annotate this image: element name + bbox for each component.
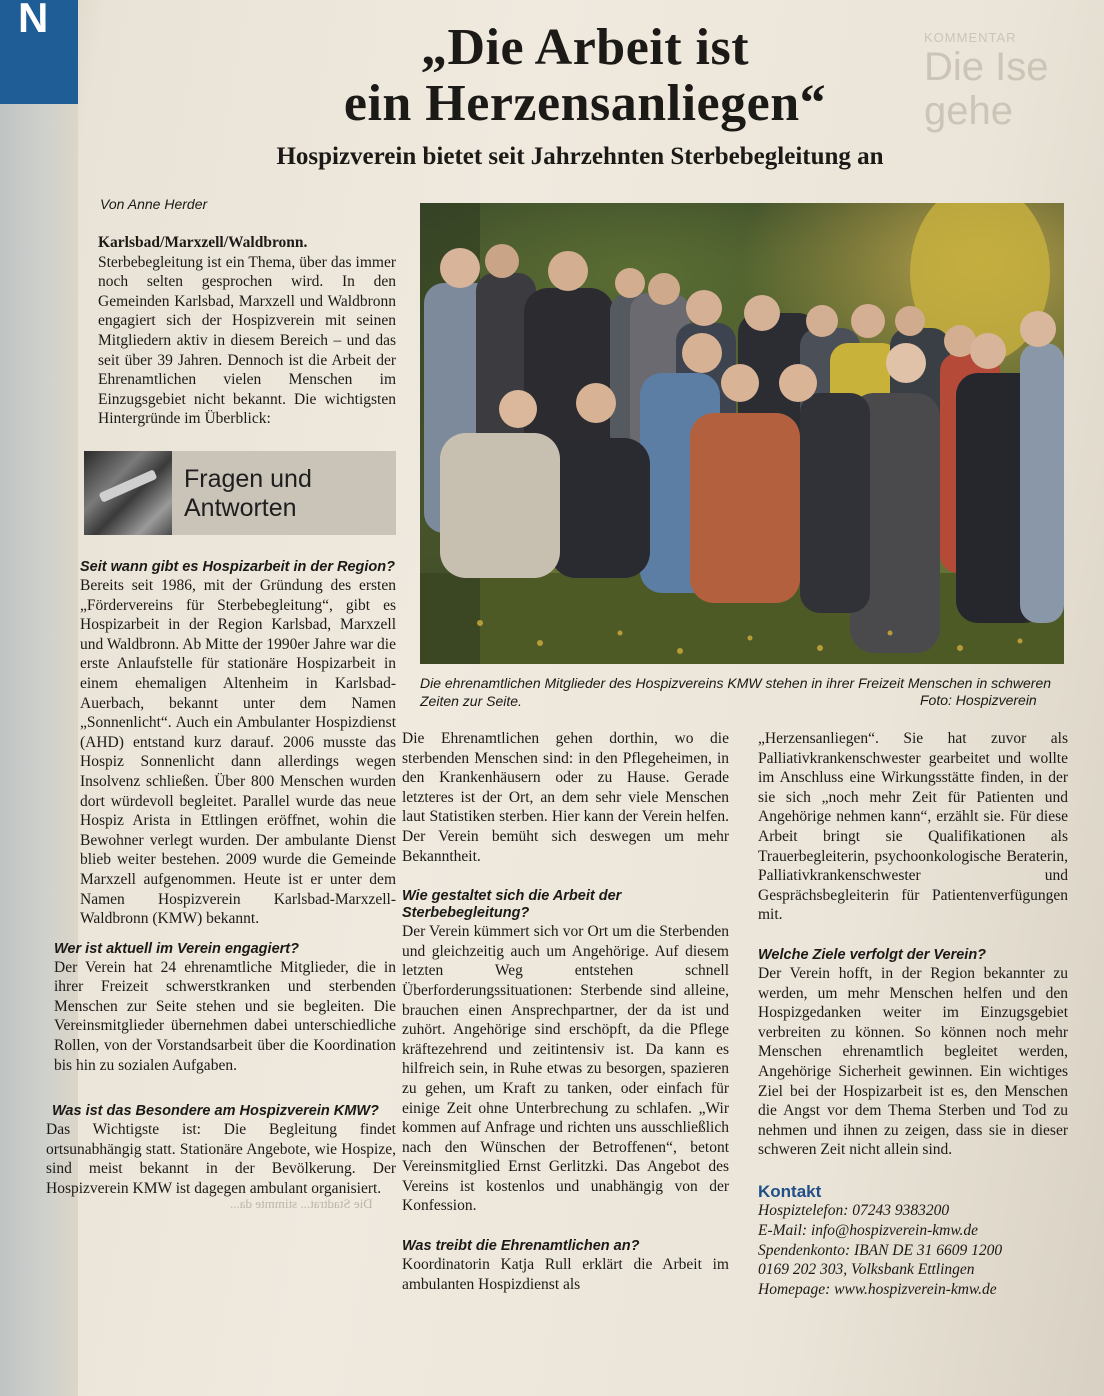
column-2	[402, 729, 729, 1294]
photo-credit: Foto: Hospizverein	[920, 692, 1037, 708]
bleed-through-label: KOMMENTAR	[924, 30, 1017, 45]
question-heading: Was treibt die Ehrenamtlichen an?	[402, 1238, 640, 1255]
group-photo-illustration	[420, 203, 1064, 664]
byline: Von Anne Herder	[100, 196, 208, 212]
answer-paragraph: Koordinatorin Katja Rull erklärt die Arbeit im ambulanten Hospizdienst als	[402, 1256, 729, 1293]
article-headline	[200, 20, 970, 132]
adjacent-page-letter: N	[18, 0, 49, 41]
column-1	[46, 547, 396, 1199]
body-paragraph: Die Ehrenamtlichen gehen dorthin, wo die sterbenden Menschen sind: in den Pflegeheimen, in den Krankenhäusern oder zu Hause. Gerade letzteres ist der Ort, an dem sehr viele Menschen laut Statistiken sterben. Hier kann der Verein helfen. Der Verein bemüht sich deswegen um mehr Bekanntheit.	[402, 730, 729, 865]
bleed-through-text: Die Stadtrat... stimmte da...	[230, 1196, 373, 1211]
contact-homepage: Homepage: www.hospizverein-kmw.de	[758, 1280, 997, 1298]
body-paragraph: „Herzensanliegen“. Sie hat zuvor als Palliativkrankenschwester gearbeitet und wollte im Anschluss eine Wirkungsstätte finden, in der sie sich „noch mehr Zeit für Patienten und Angehörige nehmen kann“, erzählt sie. Für diese Arbeit bringt sie Qualifikationen als Trauerbegleiterin, psychoonkologische Beraterin, Palliativkrankenschwester und Gesprächsbegleiterin für Patientenverfügungen mit.	[758, 730, 1068, 924]
faq-title	[84, 451, 312, 523]
question-heading: Wie gestaltet sich die Arbeit der Sterbebegleitung?	[402, 888, 622, 922]
question-heading: Wer ist aktuell im Verein engagiert?	[54, 940, 299, 957]
question-heading: Was ist das Besondere am Hospizverein KMW?	[52, 1103, 379, 1120]
dateline: Karlsbad/Marxzell/Waldbronn.	[98, 234, 308, 251]
faq-box	[84, 451, 396, 535]
adjacent-page-edge	[0, 0, 78, 104]
contact-bank-account: Spendenkonto: IBAN DE 31 6609 1200	[758, 1241, 1003, 1259]
answer-paragraph: Der Verein hofft, in der Region bekannter zu werden, um mehr Menschen helfen und den Hospizgedanken weiter im Einzugsgebiet verbreiten zu können. So können noch mehr Menschen ehrenamtlich begleitet werden, Angehörige Sicherheit gewinnen. Ein wichtiges Ziel bei der Hospizarbeit ist es, den Menschen die Angst vor dem Thema Sterben und Tod zu nehmen und ihnen zu zeigen, dass sie in dieser schweren Zeit nicht allein sind.	[758, 964, 1068, 1159]
question-heading: Seit wann gibt es Hospizarbeit in der Region?	[80, 559, 396, 575]
article-subheadline: Hospizverein bietet seit Jahrzehnten Sterbebegleitung an	[276, 143, 884, 170]
intro-paragraph	[98, 233, 396, 429]
answer-paragraph: Das Wichtigste ist: Die Begleitung findet ortsunabhängig statt. Stationäre Angebote, wie Hospize, sind meist bekannt in der Bevölkerung. Der Hospizverein KMW ist dagegen ambulant organisiert.	[46, 1121, 396, 1198]
intro-text: Sterbebegleitung ist ein Thema, über das immer noch selten gesprochen wird. In den Gemeinden Karlsbad, Marxzell und Waldbronn engagiert sich der Hospizverein mit seinen Mitgliedern aktiv in diesem Bereich – und das seit über 39 Jahren. Dennoch ist die Arbeit der Ehrenamtlichen vielen Menschen im Einzugsgebiet nicht bekannt. Die wichtigsten Hintergründe im Überblick:	[98, 253, 396, 428]
contact-email: E-Mail: info@hospizverein-kmw.de	[758, 1222, 979, 1240]
faq-title-line-2: Antworten	[184, 494, 297, 522]
contact-bank-account-cont: 0169 202 303, Volksbank Ettlingen	[758, 1261, 975, 1279]
headline-line-1: „Die Arbeit ist	[420, 19, 750, 76]
contact-heading: Kontakt	[758, 1181, 822, 1201]
headline-line-2: ein Herzensanliegen“	[343, 75, 827, 132]
group-photo	[420, 203, 1064, 664]
column-3	[758, 729, 1068, 1299]
answer-paragraph: Der Verein hat 24 ehrenamtliche Mitglieder, die in ihrer Freizeit schwerstkranken und sterbenden Menschen zur Seite stehen und sie begleiten. Die Vereinsmitglieder übernehmen dabei unterschiedliche Rollen, von der Vorstandsarbeit über die Koordination bis hin zu sozialen Aufgaben.	[54, 958, 396, 1074]
question-heading: Welche Ziele verfolgt der Verein?	[758, 946, 987, 963]
answer-paragraph: Bereits seit 1986, mit der Gründung des ersten „Fördervereins für Sterbebegleitung“, gibt es Hospizarbeit in der Region Karlsbad, Marxzell und Waldbronn. Ab Mitte der 1990er Jahre war die erste Anlaufstelle für stationäre Hospizarbeit in einem ehemaligen Altenheim in Karlsbad-Auerbach, bekannt unter dem Namen „Sonnenlicht“. Auch ein Ambulanter Hospizdienst (AHD) entstand kurz darauf. 2006 musste das Hospiz Sonnenlicht dann allerdings wegen Insolvenz schließen. Über 800 Menschen wurden dort würdevoll begleitet. Parallel wurde das neue Hospiz Arista in Ettlingen eröffnet, wohin die Bewohner verlegt wurden. Der ambulante Dienst blieb weiter bestehen. 2009 wurde die Gemeinde Marxzell aufgenommen. Heute ist er unter dem Namen Hospizverein Karlsbad-Marxzell-Waldbronn (KMW) bekannt.	[80, 577, 396, 928]
bleed-through-heading: Die Ise gehe	[924, 45, 1049, 133]
photo-caption: Die ehrenamtlichen Mitglieder des Hospizvereins KMW stehen in ihrer Freizeit Menschen in schweren Zeiten zur Seite.	[420, 675, 1052, 709]
faq-title-line-1: Fragen und	[184, 465, 312, 493]
answer-paragraph: Der Verein kümmert sich vor Ort um die Sterbenden und gleichzeitig auch um Angehörige. Auf diesem letzten Weg entstehen schnell Überforderungssituationen: Sterbende sind alleine, brauchen einen Ansprechpartner, der da ist und zuhört. Angehörige sind erschöpft, da die Pflege kräftezehrend und zeitintensiv ist. Da kann es hilfreich sein, in Ruhe etwas zu besorgen, spazieren zu gehen, um Kraft zu tanken, oder einfach für einige Zeit ohne Unterbrechung zu schlafen. „Wir kommen auf Anfrage und richten uns ausschließlich nach den Wünschen der Betroffenen“, betont Vereinsmitglied Ernst Gerlitzki. Das Angebot des Vereins ist kostenlos und unabhängig von der Konfession.	[402, 923, 729, 1215]
contact-phone: Hospiztelefon: 07243 9383200	[758, 1202, 950, 1220]
